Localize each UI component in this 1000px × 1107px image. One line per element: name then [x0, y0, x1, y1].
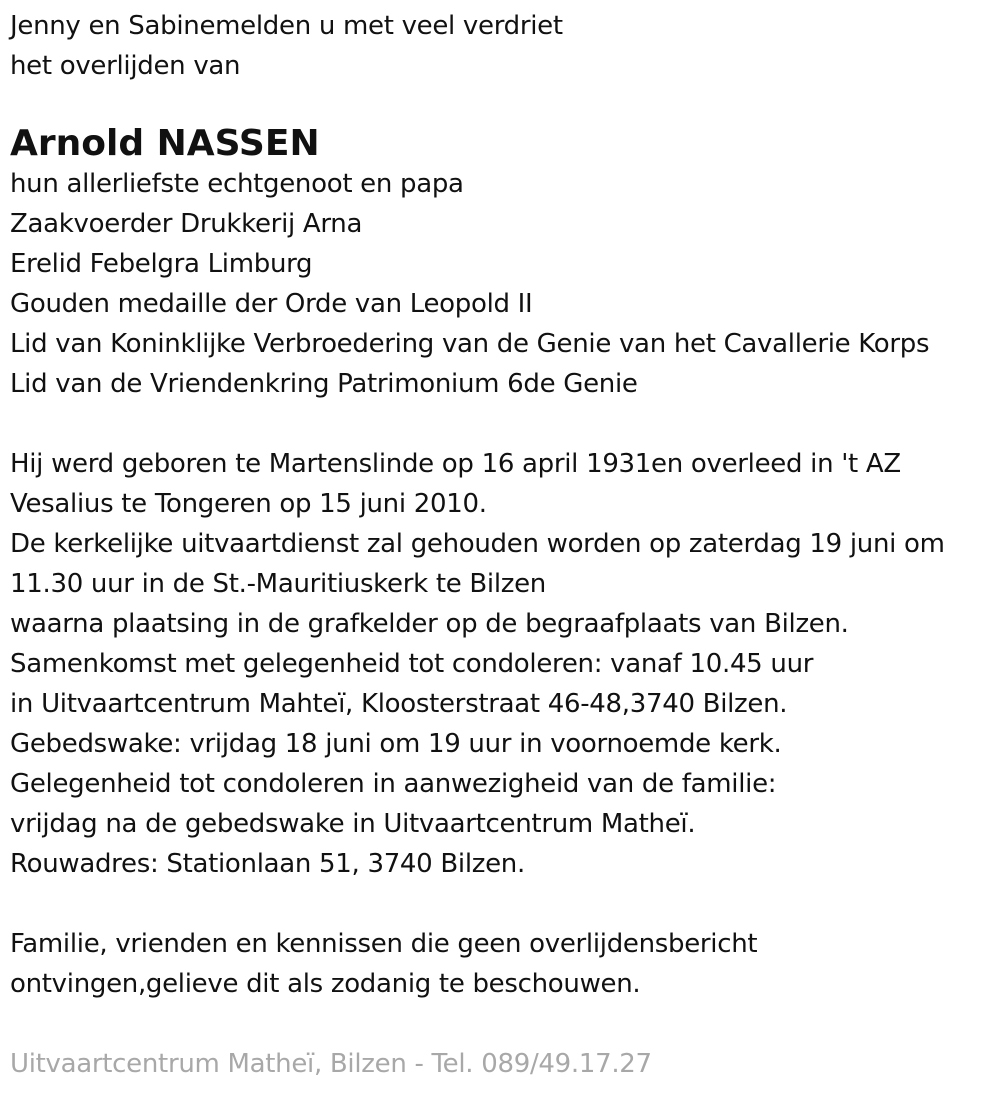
title-line: Lid van de Vriendenkring Patrimonium 6de Genie — [10, 369, 638, 399]
announcement-line: Jenny en Sabinemelden u met veel verdriet — [10, 11, 563, 41]
title-line: Zaakvoerder Drukkerij Arna — [10, 209, 363, 239]
details-line: 11.30 uur in de St.-Mauritiuskerk te Bilzen — [10, 569, 546, 599]
details-line: Hij werd geboren te Martenslinde op 16 april 1931en overleed in 't AZ — [10, 449, 901, 479]
title-line: Gouden medaille der Orde van Leopold II — [10, 289, 533, 319]
details-line: waarna plaatsing in de grafkelder op de begraafplaats van Bilzen. — [10, 609, 849, 639]
title-line: hun allerliefste echtgenoot en papa — [10, 169, 464, 199]
details-line: Samenkomst met gelegenheid tot condoleren: vanaf 10.45 uur — [10, 649, 814, 679]
title-line: Lid van Koninklijke Verbroedering van de Genie van het Cavallerie Korps — [10, 329, 930, 359]
details-line: vrijdag na de gebedswake in Uitvaartcentrum Matheï. — [10, 809, 696, 839]
announcement-block — [10, 6, 990, 86]
details-line: Rouwadres: Stationlaan 51, 3740 Bilzen. — [10, 849, 525, 879]
titles-block — [10, 164, 990, 404]
details-line: De kerkelijke uitvaartdienst zal gehouden worden op zaterdag 19 juni om — [10, 529, 945, 559]
details-line: Gelegenheid tot condoleren in aanwezigheid van de familie: — [10, 769, 777, 799]
deceased-name: Arnold NASSEN — [10, 123, 320, 164]
details-line: Gebedswake: vrijdag 18 juni om 19 uur in voornoemde kerk. — [10, 729, 782, 759]
closing-block — [10, 924, 990, 1004]
spacer — [10, 884, 990, 924]
announcement-line: het overlijden van — [10, 51, 241, 81]
closing-line: Familie, vrienden en kennissen die geen overlijdensbericht — [10, 929, 758, 959]
details-line: in Uitvaartcentrum Mahteï, Kloosterstraat 46-48,3740 Bilzen. — [10, 689, 788, 719]
details-line: Vesalius te Tongeren op 15 juni 2010. — [10, 489, 487, 519]
spacer — [10, 404, 990, 444]
details-block — [10, 444, 990, 884]
closing-line: ontvingen,gelieve dit als zodanig te beschouwen. — [10, 969, 641, 999]
funeral-home-footer: Uitvaartcentrum Matheï, Bilzen - Tel. 089/49.17.27 — [10, 1049, 652, 1079]
title-line: Erelid Febelgra Limburg — [10, 249, 313, 279]
